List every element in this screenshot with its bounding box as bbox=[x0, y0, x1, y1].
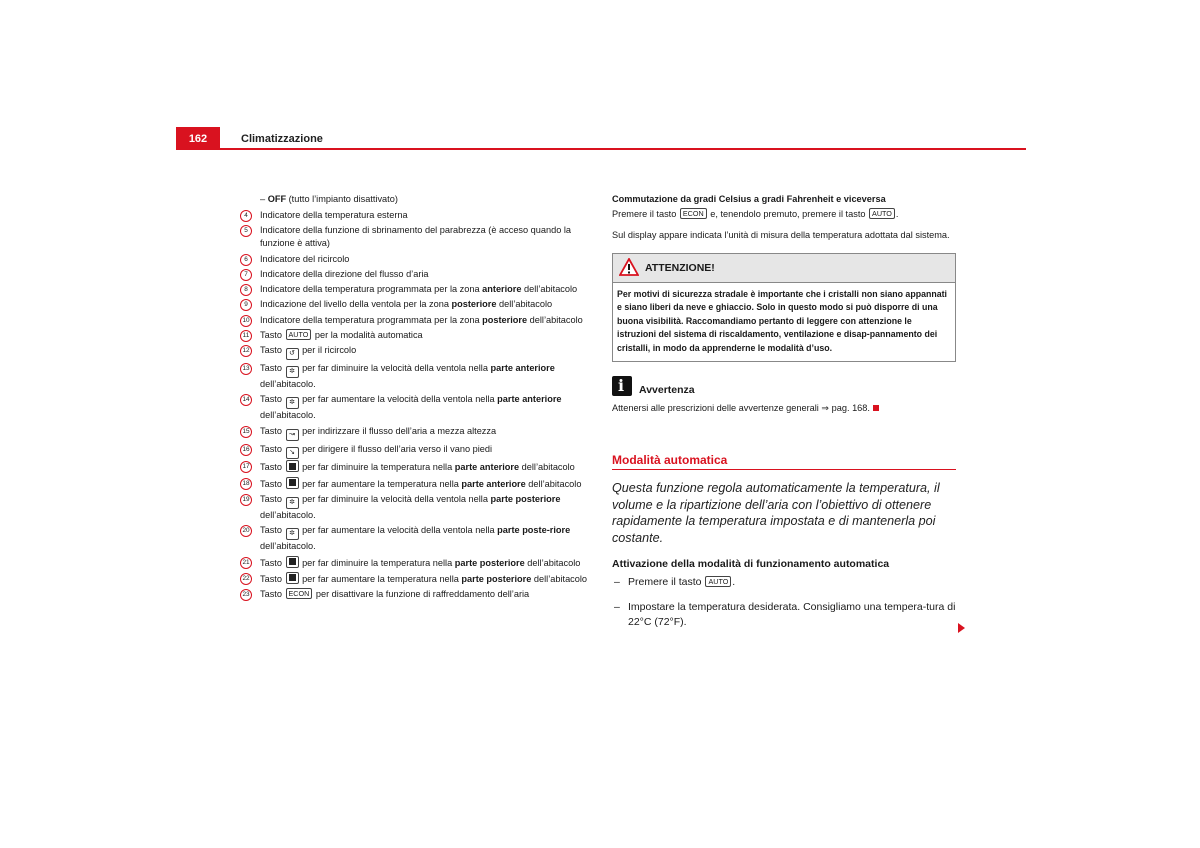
note-title: Avvertenza bbox=[639, 384, 695, 396]
item-text: per far aumentare la temperatura nella bbox=[299, 478, 462, 489]
item-number-badge: 21 bbox=[240, 557, 252, 569]
item-bold-text: parte posteriore bbox=[461, 573, 532, 584]
item-text: dell’abitacolo bbox=[527, 314, 583, 325]
off-description: (tutto l’impianto disattivato) bbox=[286, 194, 398, 204]
fan-icon: ✲ bbox=[286, 397, 299, 409]
item-text: Tasto bbox=[260, 462, 285, 473]
legend-item bbox=[240, 572, 592, 587]
item-text: Tasto bbox=[260, 394, 285, 405]
header-divider bbox=[176, 148, 1026, 150]
item-text: per far diminuire la velocità della ventola nella bbox=[299, 493, 491, 504]
item-text: dell’abitacolo. bbox=[260, 379, 316, 390]
item-text: dell’abitacolo bbox=[496, 299, 553, 310]
item-text: Indicatore della temperatura esterna bbox=[260, 209, 408, 220]
item-text: per far diminuire la temperatura nella bbox=[299, 557, 455, 568]
temp-up-icon bbox=[286, 572, 299, 584]
legend-item bbox=[240, 298, 592, 312]
item-text: dell’abitacolo. bbox=[260, 541, 316, 552]
item-text: Tasto bbox=[260, 425, 285, 436]
item-number-badge: 23 bbox=[240, 589, 252, 601]
air-feet-icon: ↘ bbox=[286, 447, 299, 459]
item-text: Tasto bbox=[260, 443, 285, 454]
item-text: Tasto bbox=[260, 478, 285, 489]
legend-item bbox=[240, 344, 592, 360]
dash-marker: – bbox=[260, 194, 266, 204]
recirculation-icon: ↺ bbox=[286, 348, 299, 360]
off-line bbox=[240, 193, 592, 207]
legend-item bbox=[240, 283, 592, 297]
legend-item bbox=[240, 556, 592, 571]
legend-list bbox=[240, 209, 592, 602]
step-text-end: . bbox=[732, 575, 736, 588]
item-number-badge: 6 bbox=[240, 254, 252, 266]
item-bold-text: posteriore bbox=[451, 299, 497, 310]
econ-key: ECON bbox=[680, 208, 707, 219]
item-text: Indicatore della temperatura programmata per la zona bbox=[260, 314, 483, 325]
item-text: Tasto bbox=[260, 493, 285, 504]
item-number-badge: 5 bbox=[240, 225, 252, 237]
item-text: Tasto bbox=[260, 345, 285, 356]
legend-item bbox=[240, 477, 592, 492]
key-label: AUTO bbox=[286, 329, 312, 340]
fan-icon: ✲ bbox=[286, 366, 299, 378]
auto-key: AUTO bbox=[869, 208, 895, 219]
item-number-badge: 14 bbox=[240, 394, 252, 406]
display-text: Sul display appare indicata l’unità di misura della temperatura adottata dal sistema. bbox=[612, 230, 950, 240]
item-text: Indicatore del ricircolo bbox=[260, 253, 350, 264]
step-text: Impostare la temperatura desiderata. Consigliamo una tempera-tura di 22°C (72°F). bbox=[628, 600, 956, 628]
note-text bbox=[612, 402, 956, 416]
legend-item bbox=[240, 362, 592, 392]
item-number-badge: 8 bbox=[240, 284, 252, 296]
conversion-heading: Commutazione da gradi Celsius a gradi Fahrenheit e viceversa bbox=[612, 194, 886, 204]
item-number-badge: 10 bbox=[240, 315, 252, 327]
legend-item bbox=[240, 460, 592, 475]
legend-item bbox=[240, 329, 592, 343]
item-bold-text: parte anteriore bbox=[454, 462, 520, 473]
warning-box bbox=[612, 253, 956, 363]
fan-icon: ✲ bbox=[286, 497, 299, 509]
item-number-badge: 16 bbox=[240, 444, 252, 456]
warning-text: Per motivi di sicurezza stradale è importante che i cristalli non siano appannati e siano liberi da neve e ghiaccio. Solo in questo modo si può disporre di una buona visibilità. Raccomandiamo pertanto di leggere con attenzione le istruzioni del sistema di riscaldamento, ventilazione e disap-pannamento dei cristalli, in modo da apprenderne le modalità d’uso. bbox=[617, 288, 947, 353]
end-marker bbox=[873, 405, 879, 411]
off-label: OFF bbox=[267, 194, 287, 204]
item-number-badge: 20 bbox=[240, 525, 252, 537]
item-number-badge: 7 bbox=[240, 269, 252, 281]
item-text: per indirizzare il flusso dell’aria a mezza altezza bbox=[299, 425, 497, 436]
item-text: dell’abitacolo. bbox=[260, 410, 316, 421]
item-number-badge: 19 bbox=[240, 494, 252, 506]
item-text: Indicatore della direzione del flusso d’aria bbox=[260, 268, 429, 279]
legend-item bbox=[240, 443, 592, 459]
item-number-badge: 22 bbox=[240, 573, 252, 585]
item-text: Tasto bbox=[260, 573, 285, 584]
item-text: dell’abitacolo bbox=[521, 284, 578, 295]
item-bold-text: parte posteriore bbox=[454, 557, 525, 568]
item-number-badge: 4 bbox=[240, 210, 252, 222]
fan-icon: ✲ bbox=[286, 528, 299, 540]
item-text: Tasto bbox=[260, 525, 285, 536]
item-text: Indicatore della temperatura programmata per la zona bbox=[260, 284, 483, 295]
item-text: dell’abitacolo bbox=[531, 573, 588, 584]
item-text: Indicatore della funzione di sbrinamento del parabrezza (è acceso quando la funzione è attiva) bbox=[260, 224, 572, 249]
item-bold-text: posteriore bbox=[482, 314, 528, 325]
item-bold-text: anteriore bbox=[482, 284, 522, 295]
item-text: Tasto bbox=[260, 589, 285, 600]
conversion-text-pre: Premere il tasto bbox=[612, 208, 679, 219]
dash-marker: – bbox=[614, 575, 620, 588]
conversion-text-post: . bbox=[895, 208, 899, 219]
item-bold-text: parte poste-riore bbox=[497, 525, 571, 536]
air-mid-icon: ↝ bbox=[286, 429, 299, 441]
item-text: per far aumentare la velocità della ventola nella bbox=[299, 525, 498, 536]
step-item bbox=[612, 575, 956, 590]
item-text: Indicazione del livello della ventola per la zona bbox=[260, 299, 452, 310]
item-text: Tasto bbox=[260, 330, 285, 341]
legend-item bbox=[240, 588, 592, 602]
left-column bbox=[240, 193, 592, 603]
temp-down-icon bbox=[286, 556, 299, 568]
step-item bbox=[612, 600, 956, 630]
warning-title: ATTENZIONE! bbox=[645, 261, 715, 274]
item-text: per la modalità automatica bbox=[312, 330, 423, 341]
temp-up-icon bbox=[286, 477, 299, 489]
dash-marker: – bbox=[614, 600, 620, 613]
item-number-badge: 18 bbox=[240, 478, 252, 490]
conversion-text bbox=[612, 208, 956, 222]
temp-down-icon bbox=[286, 460, 299, 472]
info-icon: i bbox=[612, 376, 632, 396]
item-bold-text: parte anteriore bbox=[490, 363, 555, 374]
item-number-badge: 12 bbox=[240, 345, 252, 357]
item-number-badge: 11 bbox=[240, 330, 252, 342]
note-header bbox=[612, 376, 956, 400]
right-column bbox=[612, 193, 956, 630]
item-text: per far aumentare la temperatura nella bbox=[299, 573, 462, 584]
item-text: per far diminuire la temperatura nella bbox=[299, 462, 455, 473]
item-bold-text: parte anteriore bbox=[497, 394, 562, 405]
item-text: per dirigere il flusso dell’aria verso il vano piedi bbox=[299, 443, 493, 454]
legend-item bbox=[240, 314, 592, 328]
item-text: dell’abitacolo bbox=[524, 557, 581, 568]
item-number-badge: 15 bbox=[240, 426, 252, 438]
legend-item bbox=[240, 493, 592, 523]
item-text: Tasto bbox=[260, 363, 285, 374]
item-text: per il ricircolo bbox=[299, 345, 357, 356]
legend-item bbox=[240, 253, 592, 267]
legend-item bbox=[240, 393, 592, 423]
key-label: ECON bbox=[286, 588, 313, 599]
item-text: dell’abitacolo bbox=[519, 462, 575, 473]
item-number-badge: 17 bbox=[240, 461, 252, 473]
legend-item bbox=[240, 209, 592, 223]
legend-item bbox=[240, 524, 592, 554]
auto-key: AUTO bbox=[705, 576, 731, 587]
note-text-content: Attenersi alle prescrizioni delle avvertenze generali ⇒ pag. 168. bbox=[612, 403, 870, 413]
section-title: Modalità automatica bbox=[612, 454, 956, 471]
item-text: per disattivare la funzione di raffreddamento dell’aria bbox=[313, 589, 530, 600]
item-bold-text: parte anteriore bbox=[461, 478, 526, 489]
legend-item bbox=[240, 268, 592, 282]
conversion-text-mid: e, tenendolo premuto, premere il tasto bbox=[707, 208, 869, 219]
warning-header bbox=[613, 254, 955, 283]
item-text: per far diminuire la velocità della ventola nella bbox=[299, 363, 491, 374]
activation-heading: Attivazione della modalità di funzionamento automatica bbox=[612, 558, 890, 571]
step-text: Premere il tasto bbox=[628, 575, 705, 588]
next-page-arrow-icon bbox=[958, 623, 965, 633]
page-title: Climatizzazione bbox=[241, 133, 323, 145]
page-number: 162 bbox=[176, 127, 220, 149]
item-text: dell’abitacolo bbox=[525, 478, 582, 489]
item-text: dell’abitacolo. bbox=[260, 509, 316, 520]
item-number-badge: 13 bbox=[240, 363, 252, 375]
warning-triangle-icon bbox=[619, 258, 639, 276]
item-text: Tasto bbox=[260, 557, 285, 568]
legend-item bbox=[240, 425, 592, 441]
section-intro: Questa funzione regola automaticamente la temperatura, il volume e la ripartizione dell’aria con l’obiettivo di ottenere rapidamente la temperatura impostata e di mantenerla poi costante. bbox=[612, 481, 940, 545]
item-number-badge: 9 bbox=[240, 299, 252, 311]
item-bold-text: parte posteriore bbox=[490, 493, 561, 504]
item-text: per far aumentare la velocità della ventola nella bbox=[299, 394, 498, 405]
legend-item bbox=[240, 224, 592, 251]
